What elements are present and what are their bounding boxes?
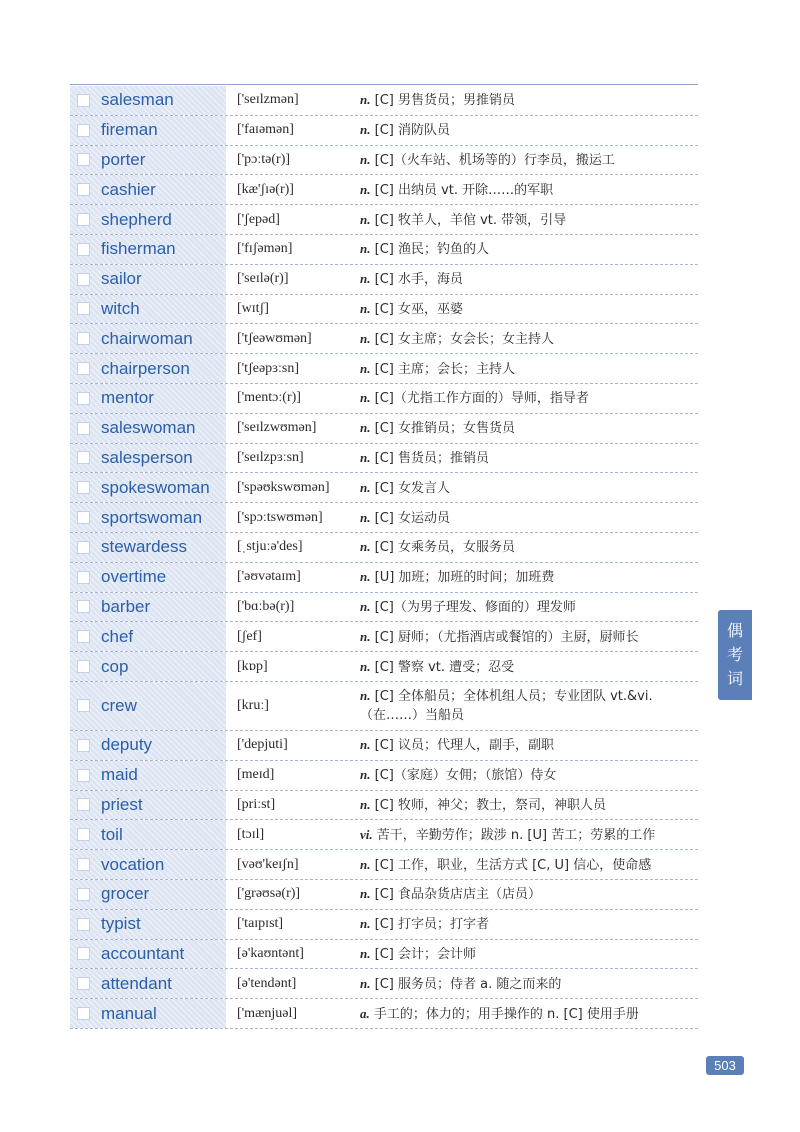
phonetic: [kæ'ʃɪə(r)] <box>237 181 294 197</box>
definition-text: [C] 议员；代理人，副手，副职 <box>374 738 554 754</box>
word-cell <box>70 791 228 820</box>
vocab-row <box>70 414 698 444</box>
definition-text: [C] 售货员；推销员 <box>374 450 489 466</box>
definition <box>356 269 698 289</box>
definition <box>356 944 698 964</box>
vocab-row <box>70 731 698 761</box>
definition <box>356 597 698 617</box>
word-cell <box>70 682 228 730</box>
word-cell <box>70 731 228 760</box>
word: attendant <box>101 973 172 993</box>
checkbox-icon[interactable] <box>77 124 90 137</box>
checkbox-icon[interactable] <box>77 273 90 286</box>
definition <box>356 627 698 647</box>
top-rule <box>70 84 698 85</box>
checkbox-icon[interactable] <box>77 153 90 166</box>
part-of-speech: n. <box>360 300 371 316</box>
word: mentor <box>101 388 154 408</box>
checkbox-icon[interactable] <box>77 977 90 990</box>
vocab-row <box>70 86 698 116</box>
phonetic: [ˌstjuːə'des] <box>237 539 303 555</box>
word-cell <box>70 940 228 969</box>
phonetic: [tɔɪl] <box>237 826 265 842</box>
vocab-row <box>70 880 698 910</box>
definition-text: [C] 出纳员 vt. 开除……的军职 <box>374 182 554 198</box>
phonetic: ['seɪlzmən] <box>237 92 299 108</box>
vocab-row <box>70 205 698 235</box>
definition <box>356 765 698 785</box>
word: shepherd <box>101 209 172 229</box>
vocab-row <box>70 146 698 176</box>
checkbox-icon[interactable] <box>77 769 90 782</box>
definition-text: [C] 会计；会计师 <box>374 946 476 962</box>
phonetic: [kɒp] <box>237 658 268 674</box>
phonetic: ['mentɔː(r)] <box>237 390 301 406</box>
definition <box>356 537 698 557</box>
definition <box>356 120 698 140</box>
definition <box>356 825 698 845</box>
word: witch <box>101 298 140 318</box>
part-of-speech: n. <box>360 569 371 585</box>
word-cell <box>70 265 228 294</box>
word: chef <box>101 626 134 646</box>
word-cell <box>70 384 228 413</box>
checkbox-icon[interactable] <box>77 660 90 673</box>
vocab-row <box>70 563 698 593</box>
phonetic: ['pɔːtə(r)] <box>237 151 291 167</box>
vocab-row <box>70 910 698 940</box>
word-cell <box>70 295 228 324</box>
section-tab-char: 词 <box>726 669 743 688</box>
definition-text: [C] 消防队员 <box>374 123 450 139</box>
definition <box>356 478 698 498</box>
word: salesman <box>101 90 174 110</box>
word: cop <box>101 656 129 676</box>
definition-text: [C] 牧羊人，羊倌 vt. 带领，引导 <box>374 212 567 228</box>
part-of-speech: n. <box>360 598 371 614</box>
checkbox-icon[interactable] <box>77 183 90 196</box>
word-cell <box>70 593 228 622</box>
word-cell <box>70 563 228 592</box>
vocab-row <box>70 444 698 474</box>
definition-text: [C] 服务员；侍者 a. 随之而来的 <box>374 976 562 992</box>
checkbox-icon[interactable] <box>77 828 90 841</box>
word-cell <box>70 146 228 175</box>
phonetic: ['tʃeəwʊmən] <box>237 330 312 346</box>
checkbox-icon[interactable] <box>77 571 90 584</box>
checkbox-icon[interactable] <box>77 541 90 554</box>
definition-text: [C] 厨师；（尤指酒店或餐馆的）主厨，厨师长 <box>374 629 639 645</box>
section-tab-char: 偶 <box>726 621 743 640</box>
word-cell <box>70 324 228 353</box>
vocabulary-table <box>70 86 698 1029</box>
part-of-speech: n. <box>360 539 371 555</box>
definition-text: 苦干，辛勤劳作；跋涉 n. [U] 苦工；劳累的工作 <box>376 827 656 843</box>
word: cashier <box>101 179 156 199</box>
vocab-row <box>70 265 698 295</box>
vocab-row <box>70 503 698 533</box>
phonetic: ['seɪlzwʊmən] <box>237 420 317 436</box>
word: saleswoman <box>101 418 196 438</box>
part-of-speech: n. <box>360 449 371 465</box>
definition <box>356 388 698 408</box>
definition-text: [C] 主席；会长；主持人 <box>374 361 515 377</box>
phonetic: ['spəʊkswʊmən] <box>237 479 330 495</box>
word: fisherman <box>101 239 176 259</box>
phonetic: ['grəʊsə(r)] <box>237 886 301 902</box>
word-cell <box>70 652 228 681</box>
definition <box>356 735 698 755</box>
word: deputy <box>101 735 153 755</box>
word: sailor <box>101 269 142 289</box>
word: overtime <box>101 567 167 587</box>
part-of-speech: n. <box>360 688 371 704</box>
vocab-row <box>70 593 698 623</box>
definition-text: [C] 警察 vt. 遭受；忍受 <box>374 659 515 675</box>
definition-text: [C] 女发言人 <box>374 480 450 496</box>
phonetic: [meɪd] <box>237 767 275 783</box>
definition-text: [C] 女运动员 <box>374 510 450 526</box>
definition <box>356 210 698 230</box>
definition-text: [C] 水手，海员 <box>374 272 463 288</box>
part-of-speech: n. <box>360 916 371 932</box>
vocab-row <box>70 324 698 354</box>
word: priest <box>101 794 143 814</box>
definition <box>356 508 698 528</box>
definition-text: [C] 渔民；钓鱼的人 <box>374 242 489 258</box>
part-of-speech: n. <box>360 886 371 902</box>
word-cell <box>70 116 228 145</box>
checkbox-icon[interactable] <box>77 362 90 375</box>
word-cell <box>70 910 228 939</box>
vocab-row <box>70 533 698 563</box>
part-of-speech: n. <box>360 151 371 167</box>
word-cell <box>70 444 228 473</box>
word-cell <box>70 86 228 115</box>
definition <box>356 418 698 438</box>
part-of-speech: n. <box>360 330 371 346</box>
part-of-speech: n. <box>360 241 371 257</box>
definition <box>356 686 698 725</box>
vocab-row <box>70 175 698 205</box>
phonetic: ['ʃepəd] <box>237 211 280 227</box>
page-number: 503 <box>706 1056 744 1075</box>
checkbox-icon[interactable] <box>77 888 90 901</box>
definition-text: [C] 打字员；打字者 <box>374 917 489 933</box>
part-of-speech: n. <box>360 390 371 406</box>
phonetic: ['spɔːtswʊmən] <box>237 509 323 525</box>
checkbox-icon[interactable] <box>77 332 90 345</box>
definition-text: [U] 加班；加班的时间；加班费 <box>374 570 555 586</box>
vocab-row <box>70 622 698 652</box>
definition <box>356 180 698 200</box>
definition-text: [C] 女推销员；女售货员 <box>374 421 515 437</box>
word: fireman <box>101 120 158 140</box>
vocab-row <box>70 820 698 850</box>
checkbox-icon[interactable] <box>77 511 90 524</box>
definition-text: [C] 工作，职业，生活方式 [C, U] 信心，使命感 <box>374 857 652 873</box>
word-cell <box>70 969 228 998</box>
definition-text: [C] 女主席；女会长；女主持人 <box>374 331 554 347</box>
word-cell <box>70 622 228 651</box>
vocab-row <box>70 295 698 325</box>
word-cell <box>70 205 228 234</box>
checkbox-icon[interactable] <box>77 918 90 931</box>
checkbox-icon[interactable] <box>77 422 90 435</box>
word-cell <box>70 761 228 790</box>
definition-text: [C] 牧师，神父；教士，祭司，神职人员 <box>374 797 606 813</box>
definition-text: [C] 男售货员；男推销员 <box>374 93 515 109</box>
part-of-speech: n. <box>360 628 371 644</box>
vocab-row <box>70 761 698 791</box>
word-cell <box>70 414 228 443</box>
part-of-speech: n. <box>360 945 371 961</box>
vocab-row <box>70 384 698 414</box>
vocab-row <box>70 235 698 265</box>
phonetic: ['depjuti] <box>237 737 288 753</box>
definition <box>356 1004 698 1024</box>
definition-text: [C] 女巫，巫婆 <box>374 301 463 317</box>
phonetic: ['əʊvətaɪm] <box>237 569 301 585</box>
checkbox-icon[interactable] <box>77 798 90 811</box>
word-cell <box>70 235 228 264</box>
checkbox-icon[interactable] <box>77 699 90 712</box>
definition-text: [C]（火车站、机场等的）行李员，搬运工 <box>374 152 615 168</box>
vocab-row <box>70 682 698 731</box>
phonetic: ['faɪəmən] <box>237 122 294 138</box>
checkbox-icon[interactable] <box>77 947 90 960</box>
part-of-speech: a. <box>360 1005 370 1021</box>
vocab-row <box>70 652 698 682</box>
phonetic: ['seɪlzpɜːsn] <box>237 449 304 465</box>
checkbox-icon[interactable] <box>77 213 90 226</box>
word: spokeswoman <box>101 477 210 497</box>
checkbox-icon[interactable] <box>77 630 90 643</box>
word: toil <box>101 824 123 844</box>
vocab-row <box>70 969 698 999</box>
definition <box>356 795 698 815</box>
vocab-row <box>70 791 698 821</box>
definition <box>356 239 698 259</box>
part-of-speech: n. <box>360 767 371 783</box>
checkbox-icon[interactable] <box>77 94 90 107</box>
part-of-speech: n. <box>360 796 371 812</box>
word: chairwoman <box>101 328 193 348</box>
vocab-row <box>70 850 698 880</box>
word-cell <box>70 880 228 909</box>
definition-text: 手工的；体力的；用手操作的 n. [C] 使用手册 <box>373 1006 639 1022</box>
word: stewardess <box>101 537 187 557</box>
part-of-speech: n. <box>360 737 371 753</box>
part-of-speech: n. <box>360 181 371 197</box>
word: accountant <box>101 943 185 963</box>
part-of-speech: n. <box>360 479 371 495</box>
phonetic: [ʃef] <box>237 628 262 644</box>
word: vocation <box>101 854 165 874</box>
part-of-speech: n. <box>360 975 371 991</box>
definition <box>356 329 698 349</box>
definition <box>356 299 698 319</box>
section-tab[interactable] <box>718 610 752 700</box>
phonetic: ['tʃeəpɜːsn] <box>237 360 300 376</box>
part-of-speech: n. <box>360 420 371 436</box>
definition <box>356 359 698 379</box>
part-of-speech: n. <box>360 122 371 138</box>
definition <box>356 448 698 468</box>
phonetic: [ə'tendənt] <box>237 975 297 991</box>
word-cell <box>70 999 228 1028</box>
part-of-speech: n. <box>360 658 371 674</box>
word: barber <box>101 596 151 616</box>
word-cell <box>70 503 228 532</box>
phonetic: ['taɪpɪst] <box>237 916 284 932</box>
word: chairperson <box>101 358 190 378</box>
checkbox-icon[interactable] <box>77 451 90 464</box>
phonetic: ['fɪʃəmən] <box>237 241 293 257</box>
vocab-row <box>70 354 698 384</box>
part-of-speech: n. <box>360 271 371 287</box>
section-tab-char: 考 <box>726 645 743 664</box>
phonetic: ['seɪlə(r)] <box>237 271 289 287</box>
definition <box>356 974 698 994</box>
definition <box>356 150 698 170</box>
definition <box>356 567 698 587</box>
definition-text: [C] 食品杂货店店主（店员） <box>374 887 541 903</box>
definition <box>356 855 698 875</box>
definition-text: [C]（尤指工作方面的）导师，指导者 <box>374 391 589 407</box>
word: porter <box>101 149 146 169</box>
definition-text: [C]（为男子理发、修面的）理发师 <box>374 599 576 615</box>
phonetic: [kruː] <box>237 697 269 713</box>
definition <box>356 657 698 677</box>
phonetic: [ə'kaʊntənt] <box>237 945 304 961</box>
checkbox-icon[interactable] <box>77 243 90 256</box>
word-cell <box>70 175 228 204</box>
word: crew <box>101 695 137 715</box>
word: grocer <box>101 884 150 904</box>
definition-text: [C]（家庭）女佣；（旅馆）侍女 <box>374 768 557 784</box>
phonetic: [wɪtʃ] <box>237 300 269 316</box>
word: maid <box>101 765 138 785</box>
vocab-row <box>70 116 698 146</box>
definition-text: [C] 全体船员；全体机组人员；专业团队 vt.&vi.（在……）当船员 <box>360 689 653 724</box>
definition <box>356 884 698 904</box>
word: typist <box>101 914 141 934</box>
phonetic: [vəʊ'keɪʃn] <box>237 856 299 872</box>
part-of-speech: vi. <box>360 826 373 842</box>
word-cell <box>70 850 228 879</box>
checkbox-icon[interactable] <box>77 481 90 494</box>
word-cell <box>70 533 228 562</box>
word: manual <box>101 1003 157 1023</box>
word-cell <box>70 354 228 383</box>
definition-text: [C] 女乘务员，女服务员 <box>374 540 515 556</box>
vocab-row <box>70 999 698 1029</box>
checkbox-icon[interactable] <box>77 302 90 315</box>
word-cell <box>70 820 228 849</box>
word: sportswoman <box>101 507 203 527</box>
checkbox-icon[interactable] <box>77 1007 90 1020</box>
word: salesperson <box>101 447 193 467</box>
part-of-speech: n. <box>360 360 371 376</box>
checkbox-icon[interactable] <box>77 600 90 613</box>
part-of-speech: n. <box>360 211 371 227</box>
definition <box>356 90 698 110</box>
phonetic: ['mænjuəl] <box>237 1005 298 1021</box>
part-of-speech: n. <box>360 92 371 108</box>
checkbox-icon[interactable] <box>77 739 90 752</box>
vocab-row <box>70 473 698 503</box>
vocab-row <box>70 940 698 970</box>
word-cell <box>70 473 228 502</box>
definition <box>356 914 698 934</box>
phonetic: ['bɑːbə(r)] <box>237 598 295 614</box>
phonetic: [priːst] <box>237 796 276 812</box>
checkbox-icon[interactable] <box>77 858 90 871</box>
part-of-speech: n. <box>360 509 371 525</box>
part-of-speech: n. <box>360 856 371 872</box>
checkbox-icon[interactable] <box>77 392 90 405</box>
